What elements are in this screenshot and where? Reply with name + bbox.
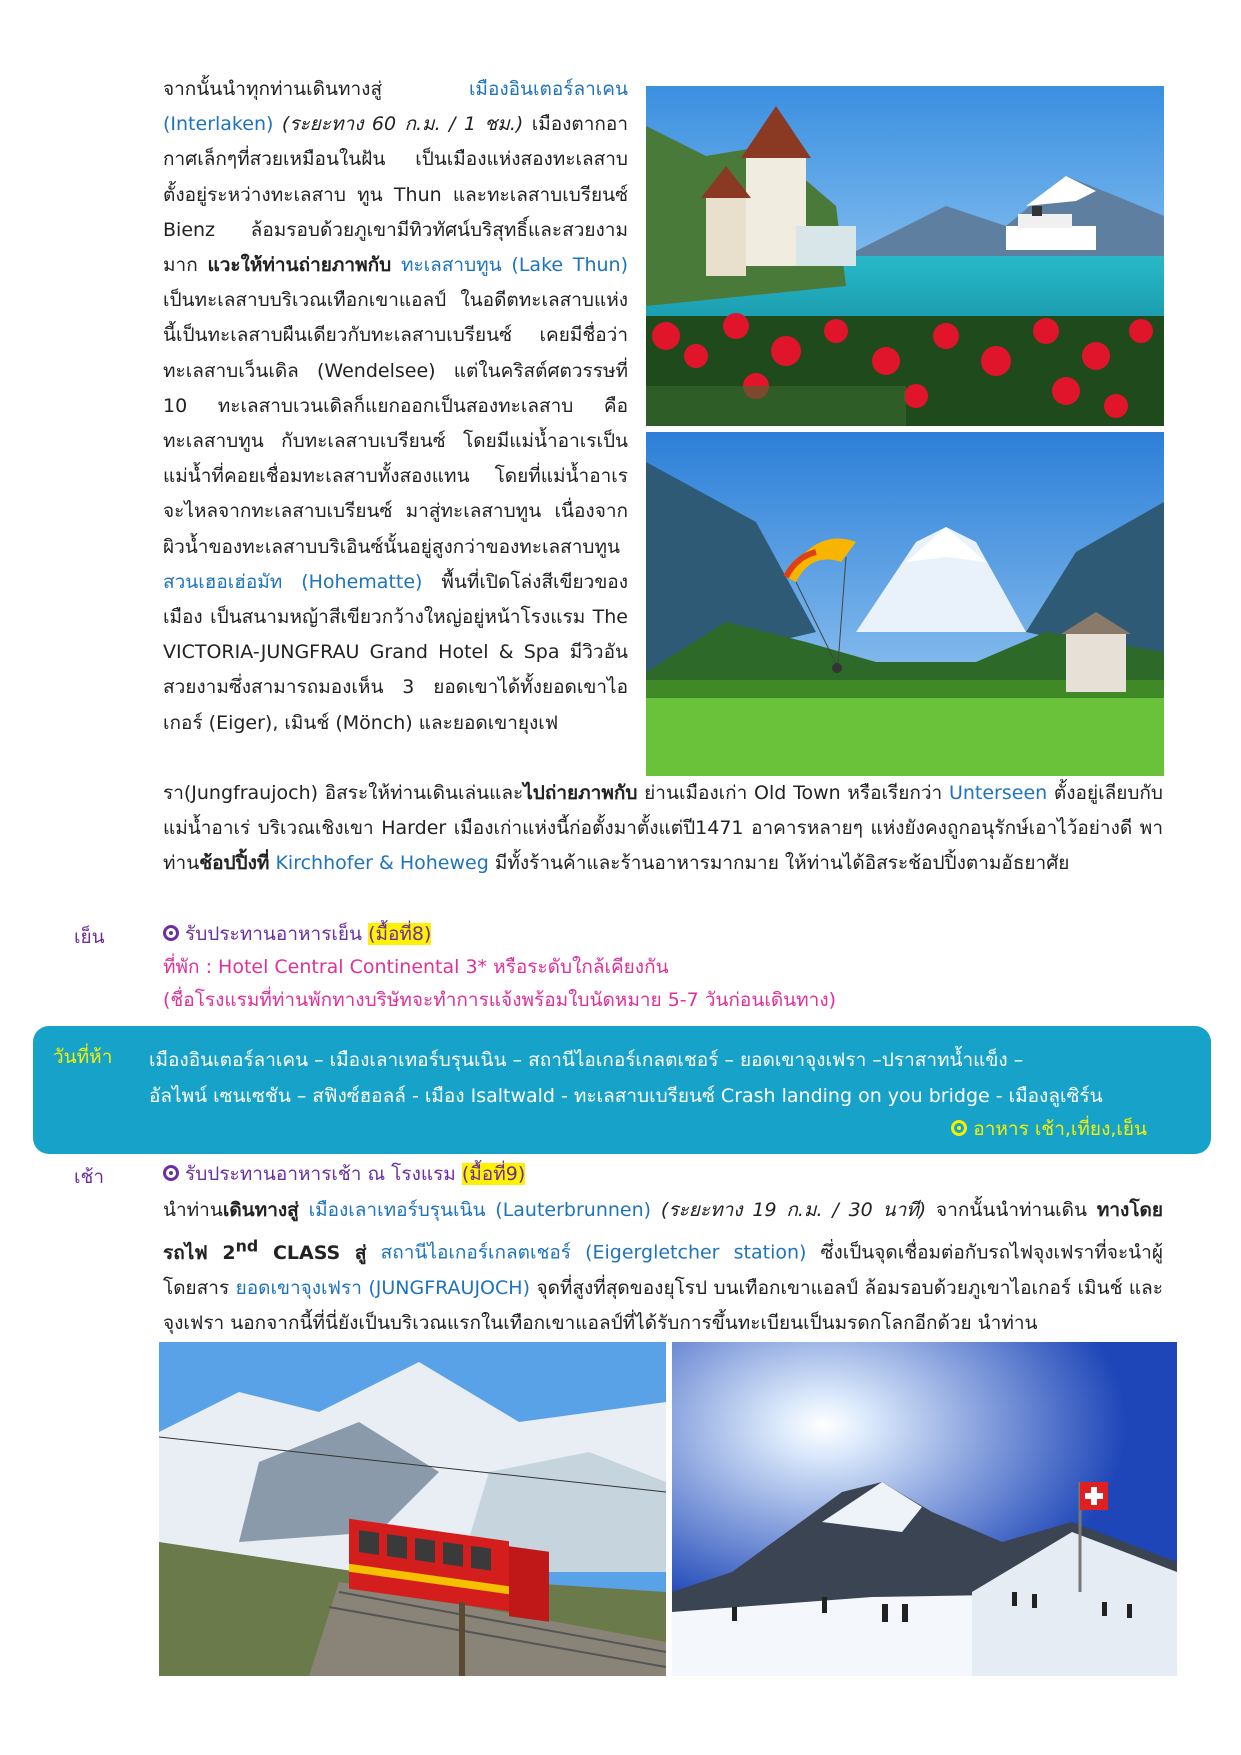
text-span: ซึ่งเป็นจุดเชื่อมต่อกับรถไฟจุงเฟราที่จะนำผู้โดยสาร [163, 1241, 1163, 1299]
meals-text: อาหาร เช้า,เที่ยง,เย็น [973, 1118, 1147, 1140]
text-span: จุดที่สูงที่สุดของยุโรป บนเทือกเขาแอลป์ ล้อมรอบด้วยภูเขาไอเกอร์ เมินช์ และจุงเฟรา นอกจากนี้ที่นี่ยังเป็นบริเวณแรกในเทือกเขาแอลป์ที่ได้รับการขึ้นทะเบียนเป็นมรดกโลกอีกด้วย นำท่าน [163, 1276, 1164, 1334]
dinner-label: เย็น [74, 926, 105, 948]
unterseen-text: Unterseen [948, 782, 1048, 804]
bold-text: ไปถ่ายภาพกับ [523, 782, 638, 804]
meal-number-badge: (มื้อที่9) [461, 1163, 526, 1185]
intro-paragraph-continued [163, 776, 1163, 882]
text-span: เป็นทะเลสาบบริเวณเทือกเขาแอลป์ ในอดีตทะเลสาบแห่งนี้เป็นทะเลสาบผืนเดียวกับทะเลสาบเบรียนซ์ เคยมีชื่อว่า ทะเลสาบเว็นเดิล (Wendelsee) แต่ในคริสต์ศตวรรษที่ 10 ทะเลสาบเวนเดิลก็แยกออกเป็นสองทะเลสาบ คือทะเลสาบทูน กับทะเลสาบเบรียนซ์ โดยมีแม่น้ำอาเรเป็นแม่น้ำที่คอยเชื่อมทะเลสาบทั้งสองแทน โดยที่แม่น้ำอาเรจะไหลจากทะเลสาบเบรียนซ์ มาสู่ทะเลสาบทูน เนื่องจากผิวน้ำของทะเลสาบบริเอินซ์นั้นอยู่สูงกว่าของทะเลสาบทูน [163, 289, 628, 558]
plate-icon [951, 1120, 967, 1136]
text-span: ย่านเมืองเก่า Old Town หรือเรียกว่า [637, 782, 949, 804]
text-span: มีทั้งร้านค้าและร้านอาหารมากมาย ให้ท่านได้อิสระช้อปปิ้งตามอัธยาศัย [488, 852, 1070, 875]
distance-note: (ระยะทาง 60 ก.ม. / 1 ชม.) [273, 113, 524, 136]
jungfrau-paragraph [163, 1193, 1163, 1341]
text-span: พื้นที่เปิดโล่งสีเขียวของเมือง เป็นสนามหญ้าสีเขียวกว้างใหญ่อยู่หน้าโรงแรม The VICTORIA-JUNGFRAU Grand Hotel & Spa มีวิวอันสวยงามซึ่งสามารถมองเห็น 3 ยอดเขาได้ทั้งยอดเขาไอเกอร์ (Eiger), เมินช์ (Mönch) และยอดเขายุงเฟ [163, 570, 628, 734]
text-span: นำท่าน [163, 1199, 223, 1221]
day-label: วันที่ห้า [53, 1046, 113, 1068]
dinner-block [163, 918, 836, 1017]
hotel-note: (ชื่อโรงแรมที่ท่านพักทางบริษัทจะทำการแจ้งพร้อมใบนัดหมาย 5-7 วันก่อนเดินทาง) [163, 989, 837, 1011]
dinner-text: รับประทานอาหารเย็น [185, 923, 369, 945]
bold-text: เดินทางสู่ [222, 1199, 299, 1221]
train-text: ทางโดยรถไฟ 2 [163, 1199, 1163, 1264]
hohematte-paraglider-photo [646, 432, 1164, 776]
hohematte-text: สวนเฮอเฮ่อมัท (Hohematte) [163, 570, 423, 593]
route-line: อัลไพน์ เซนเซชัน – สฟิงซ์ฮอลล์ - เมือง Isaltwald - ทะเลสาบเบรียนซ์ Crash landing on you bridge - เมืองลูเซิร์น [149, 1085, 1103, 1107]
superscript: nd [235, 1236, 259, 1256]
lake-thun-photo [646, 86, 1164, 426]
meal-number-badge: (มื้อที่8) [368, 923, 432, 945]
text-span: จากนั้นนำท่านเดิน [926, 1199, 1097, 1221]
jungfraujoch-text: ยอดเขาจุงเฟรา (JUNGFRAUJOCH) [235, 1276, 530, 1299]
text-span [299, 1199, 309, 1221]
kirchhofer-text: Kirchhofer & Hoheweg [275, 852, 489, 875]
bold-text: แวะให้ท่านถ่ายภาพกับ [207, 254, 392, 277]
eigergletscher-text: สถานีไอเกอร์เกลตเชอร์ (Eigergletcher station) [380, 1241, 807, 1264]
breakfast-text: รับประทานอาหารเช้า ณ โรงแรม [185, 1163, 462, 1185]
route-line: เมืองอินเตอร์ลาเคน – เมืองเลาเทอร์บรุนเนิน – สถานีไอเกอร์เกลตเชอร์ – ยอดเขาจุงเฟรา –ปราสาทน้ำแข็ง – [149, 1049, 1024, 1071]
intro-paragraph [163, 72, 628, 741]
breakfast-block [163, 1158, 525, 1191]
lake-thun-text: ทะเลสาบทูน (Lake Thun) [400, 254, 628, 277]
class-text: CLASS สู่ [258, 1241, 367, 1264]
text-span: เมืองตากอากาศเล็กๆที่สวยเหมือนในฝัน เป็นเมืองแห่งสองทะเลสาบ ตั้งอยู่ระหว่างทะเลสาบ ทูน Thun และทะเลสาบเบรียนซ์ Bienz ล้อมรอบด้วยภูเขามีทิวทัศน์บริสุทธิ์และสวยงามมาก [163, 113, 628, 277]
plate-icon [163, 925, 179, 941]
route-list [149, 1042, 1103, 1114]
text-span: รา(Jungfraujoch) อิสระให้ท่านเดินเล่นและ [163, 782, 524, 804]
plate-icon [163, 1165, 179, 1181]
breakfast-label: เช้า [74, 1166, 105, 1188]
bold-text: ช้อปปิ้งที่ [199, 852, 270, 875]
text-span [367, 1242, 381, 1264]
lauterbrunnen-text: เมืองเลาเทอร์บรุนเนิน (Lauterbrunnen) [308, 1199, 652, 1221]
interlaken-link-text: เมืองอินเตอร์ลาเคน (Interlaken) [163, 78, 628, 136]
jungfraujoch-snow-photo [672, 1342, 1177, 1676]
distance-note: (ระยะทาง 19 ก.ม. / 30 นาที) [651, 1199, 927, 1221]
text-span: จากนั้นนำทุกท่านเดินทางสู่ [163, 78, 469, 100]
text-span: ตั้งอยู่เลียบกับแม่น้ำอาเร่ บริเวณเชิงเขา Harder เมืองเก่าแห่งนี้ก่อตั้งมาตั้งแต่ปี1471 อาคารหลายๆ แห่งยังคงถูกอนุรักษ์เอาไว้อย่างดี พาท่าน [163, 782, 1163, 875]
hotel-info: ที่พัก : Hotel Central Continental 3* หรือระดับใกล้เคียงกัน [163, 956, 669, 978]
jungfrau-train-photo [159, 1342, 666, 1676]
meals-summary [951, 1114, 1147, 1144]
day-five-banner [33, 1026, 1211, 1154]
